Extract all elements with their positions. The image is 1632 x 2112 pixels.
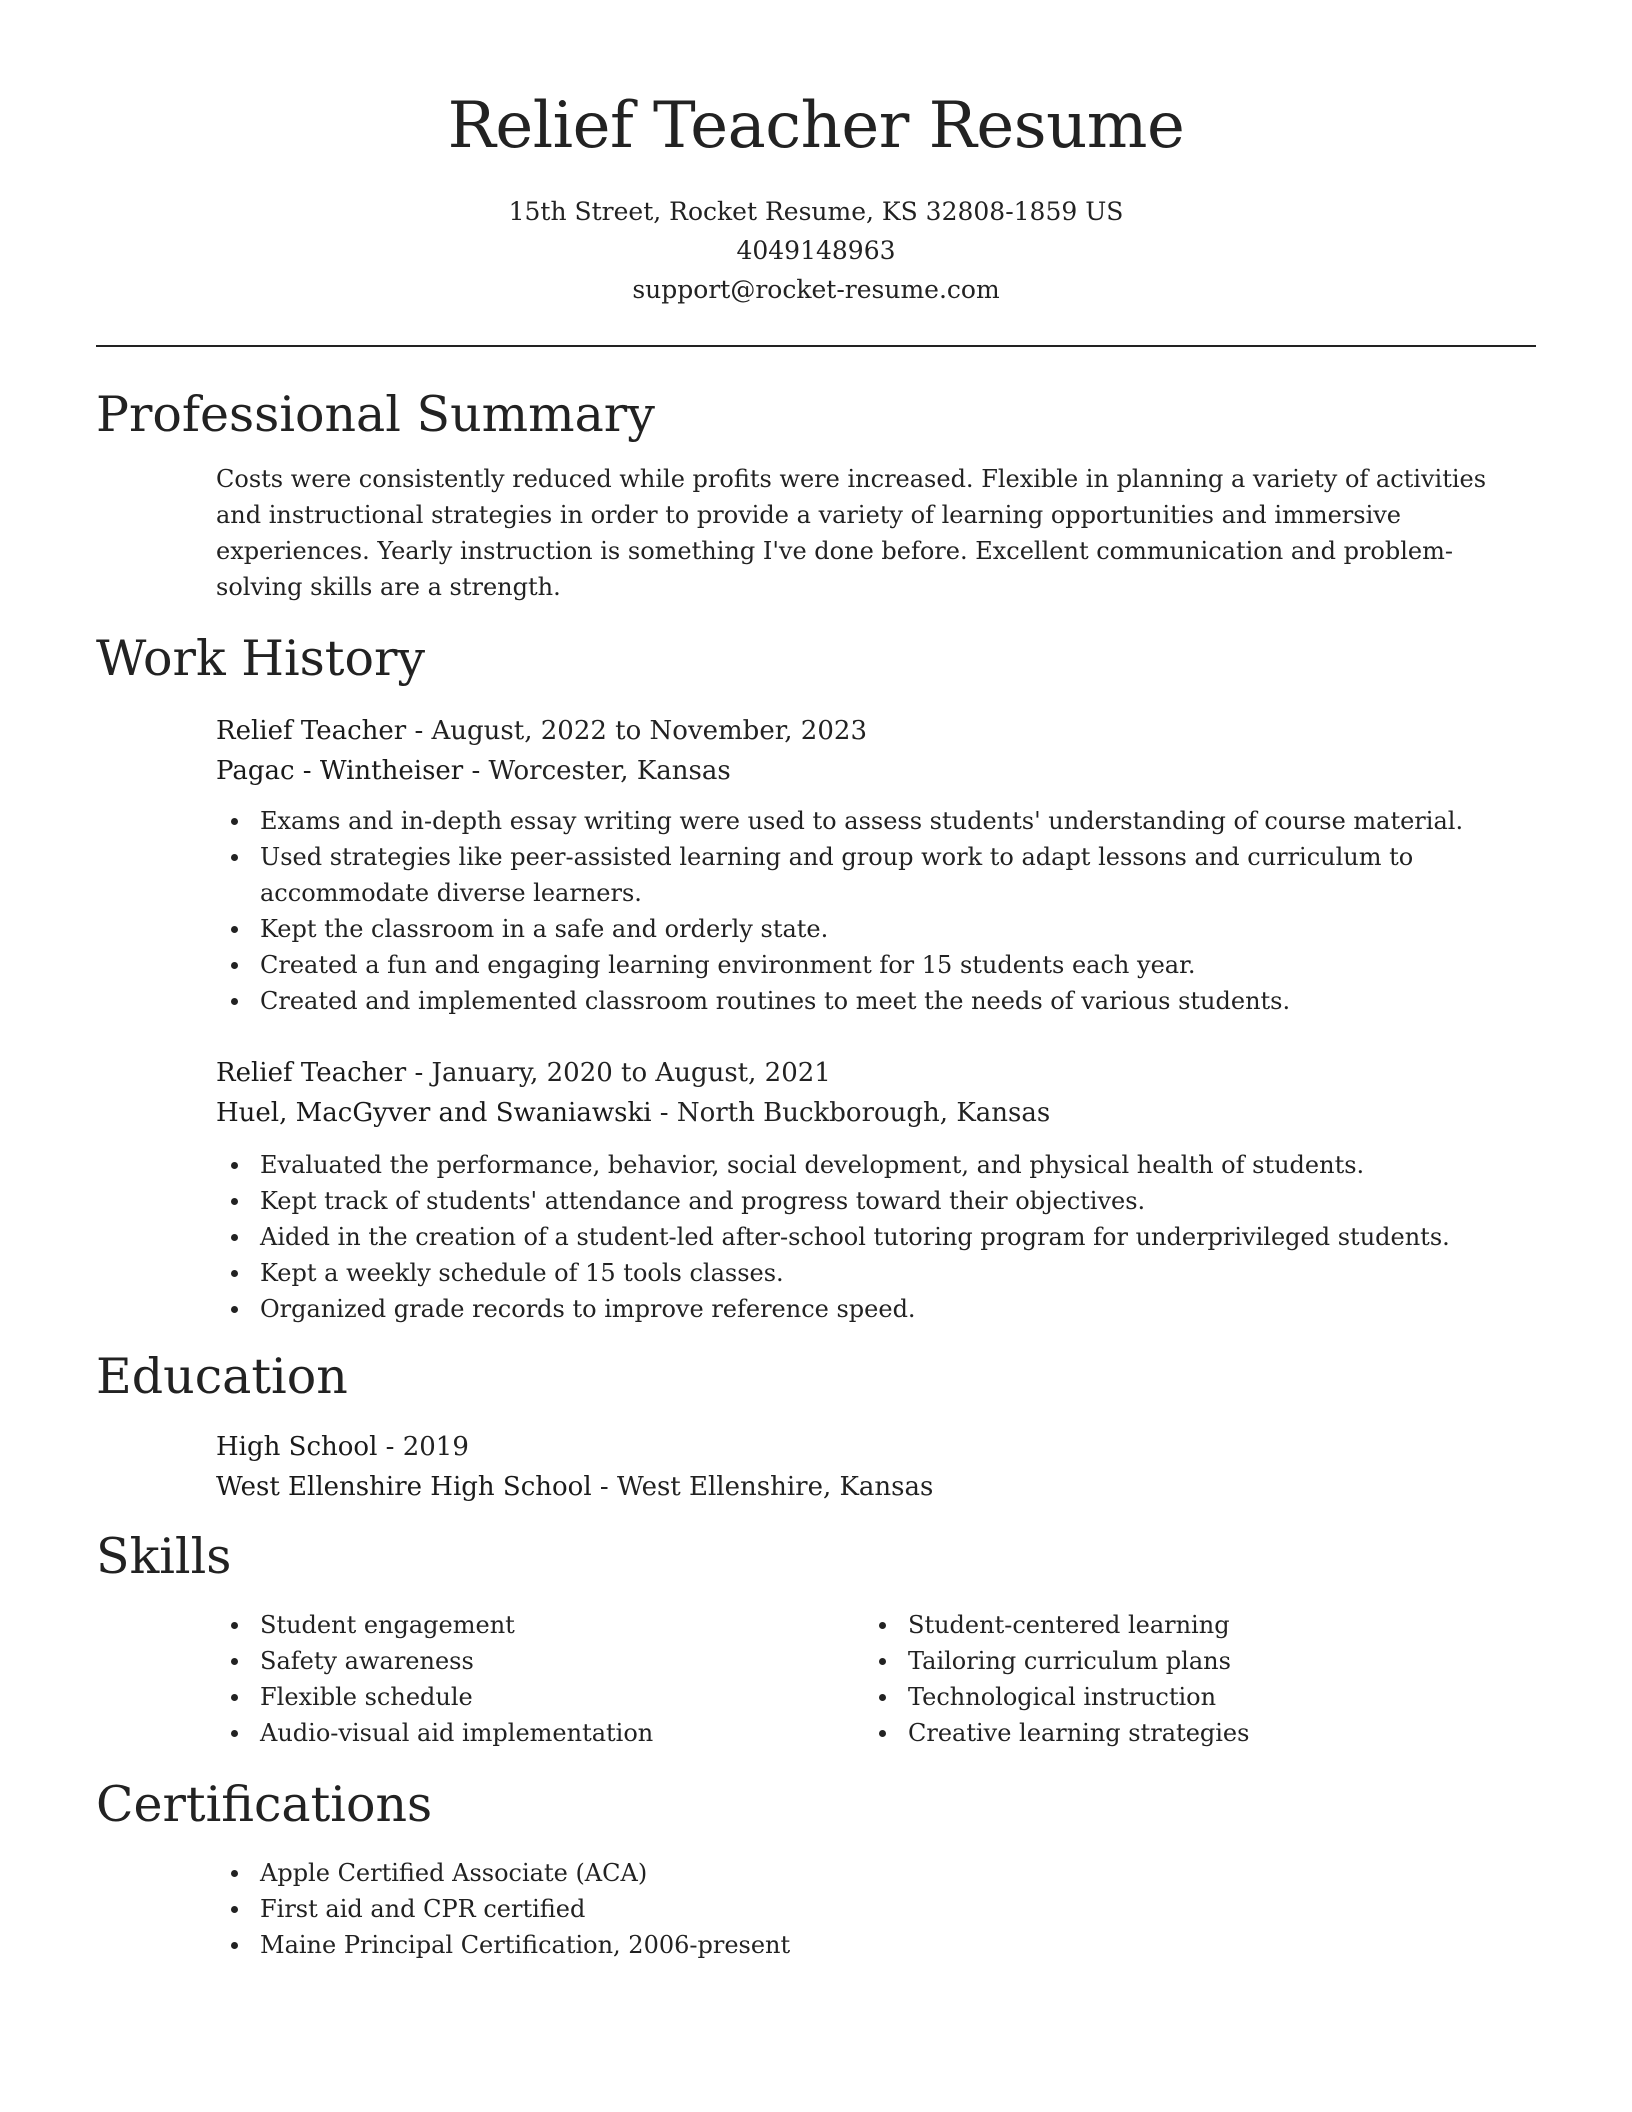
job-company: Huel, MacGyver and Swaniawski [216,1098,652,1128]
job-company-line [216,751,1536,791]
skill-item: Flexible schedule [260,1679,864,1715]
skill-item: Student engagement [260,1607,864,1643]
skill-item: Safety awareness [260,1643,864,1679]
skills-section [96,1527,1536,1751]
job-entry [216,1053,1536,1327]
skills-list [216,1607,864,1751]
skill-item: Tailoring curriculum plans [908,1643,1512,1679]
job-bullet: Exams and in-depth essay writing were used to assess students' understanding of course material. [260,803,1530,839]
education-school-line [216,1467,1536,1507]
work-history-section [96,629,1536,1327]
job-title: Relief Teacher [216,1058,407,1088]
contact-phone: 4049148963 [736,236,896,265]
contact-email: support@rocket-resume.com [632,275,1000,304]
resume-page [96,0,1536,1963]
education-school: West Ellenshire High School [216,1472,592,1502]
education-location: - West Ellenshire, Kansas [591,1472,934,1502]
resume-header [96,0,1536,309]
job-bullet: Kept the classroom in a safe and orderly state. [260,911,1530,947]
job-bullet: Used strategies like peer-assisted learning and group work to adapt lessons and curriculum to accommodate diverse learners. [260,839,1530,911]
job-bullets [216,1147,1536,1327]
job-entry [216,711,1536,1019]
job-location: - North Buckborough, Kansas [651,1098,1051,1128]
job-bullet: Kept a weekly schedule of 15 tools classes. [260,1255,1536,1291]
job-company: Pagac - Wintheiser [216,756,464,786]
education-heading: Education [96,1348,348,1405]
skill-item: Creative learning strategies [908,1715,1512,1751]
skills-heading: Skills [96,1528,232,1585]
skill-item: Technological instruction [908,1679,1512,1715]
education-section [96,1347,1536,1507]
skills-column-left [216,1607,864,1751]
certification-item: First aid and CPR certified [260,1891,1536,1927]
job-title-line [216,1053,1536,1093]
work-history-heading: Work History [96,630,426,687]
summary-text: Costs were consistently reduced while profits were increased. Flexible in planning a variety of activities and instructional strategies in order to provide a variety of learning opportunities and immersive experiences. Yearly instruction is something I've done before. Excellent communication and problem-solving skills are a strength. [216,465,1487,601]
education-entry [216,1427,1536,1507]
education-degree: High School [216,1432,378,1462]
job-bullet: Created and implemented classroom routines to meet the needs of various students. [260,983,1530,1019]
summary-section [96,385,1536,605]
skill-item: Audio-visual aid implementation [260,1715,864,1751]
job-dates: - August, 2022 to November, 2023 [406,716,867,746]
job-bullet: Kept track of students' attendance and progress toward their objectives. [260,1183,1536,1219]
resume-title: Relief Teacher Resume [447,89,1185,163]
skills-column-right [864,1607,1512,1751]
job-title-line [216,711,1536,751]
job-bullet: Organized grade records to improve reference speed. [260,1291,1536,1327]
certifications-list-wrap [216,1855,1536,1963]
certifications-heading: Certifications [96,1776,433,1833]
certification-item: Apple Certified Associate (ACA) [260,1855,1536,1891]
certification-item: Maine Principal Certification, 2006-present [260,1927,1536,1963]
contact-info [96,192,1536,309]
job-bullet: Evaluated the performance, behavior, social development, and physical health of students. [260,1147,1536,1183]
certifications-list [216,1855,1536,1963]
job-title: Relief Teacher [216,716,407,746]
header-divider [96,345,1536,347]
education-year: - 2019 [377,1432,469,1462]
education-degree-line [216,1427,1536,1467]
certifications-section [96,1775,1536,1963]
job-dates: - January, 2020 to August, 2021 [406,1058,831,1088]
contact-address: 15th Street, Rocket Resume, KS 32808-1859 US [508,197,1124,226]
skills-list [864,1607,1512,1751]
job-company-line [216,1093,1536,1133]
job-bullet: Aided in the creation of a student-led after-school tutoring program for underprivileged students. [260,1219,1536,1255]
job-bullet: Created a fun and engaging learning environment for 15 students each year. [260,947,1530,983]
job-bullets [216,803,1530,1019]
summary-heading: Professional Summary [96,386,655,443]
job-location: - Worcester, Kansas [463,756,731,786]
skills-grid [216,1607,1516,1751]
skill-item: Student-centered learning [908,1607,1512,1643]
